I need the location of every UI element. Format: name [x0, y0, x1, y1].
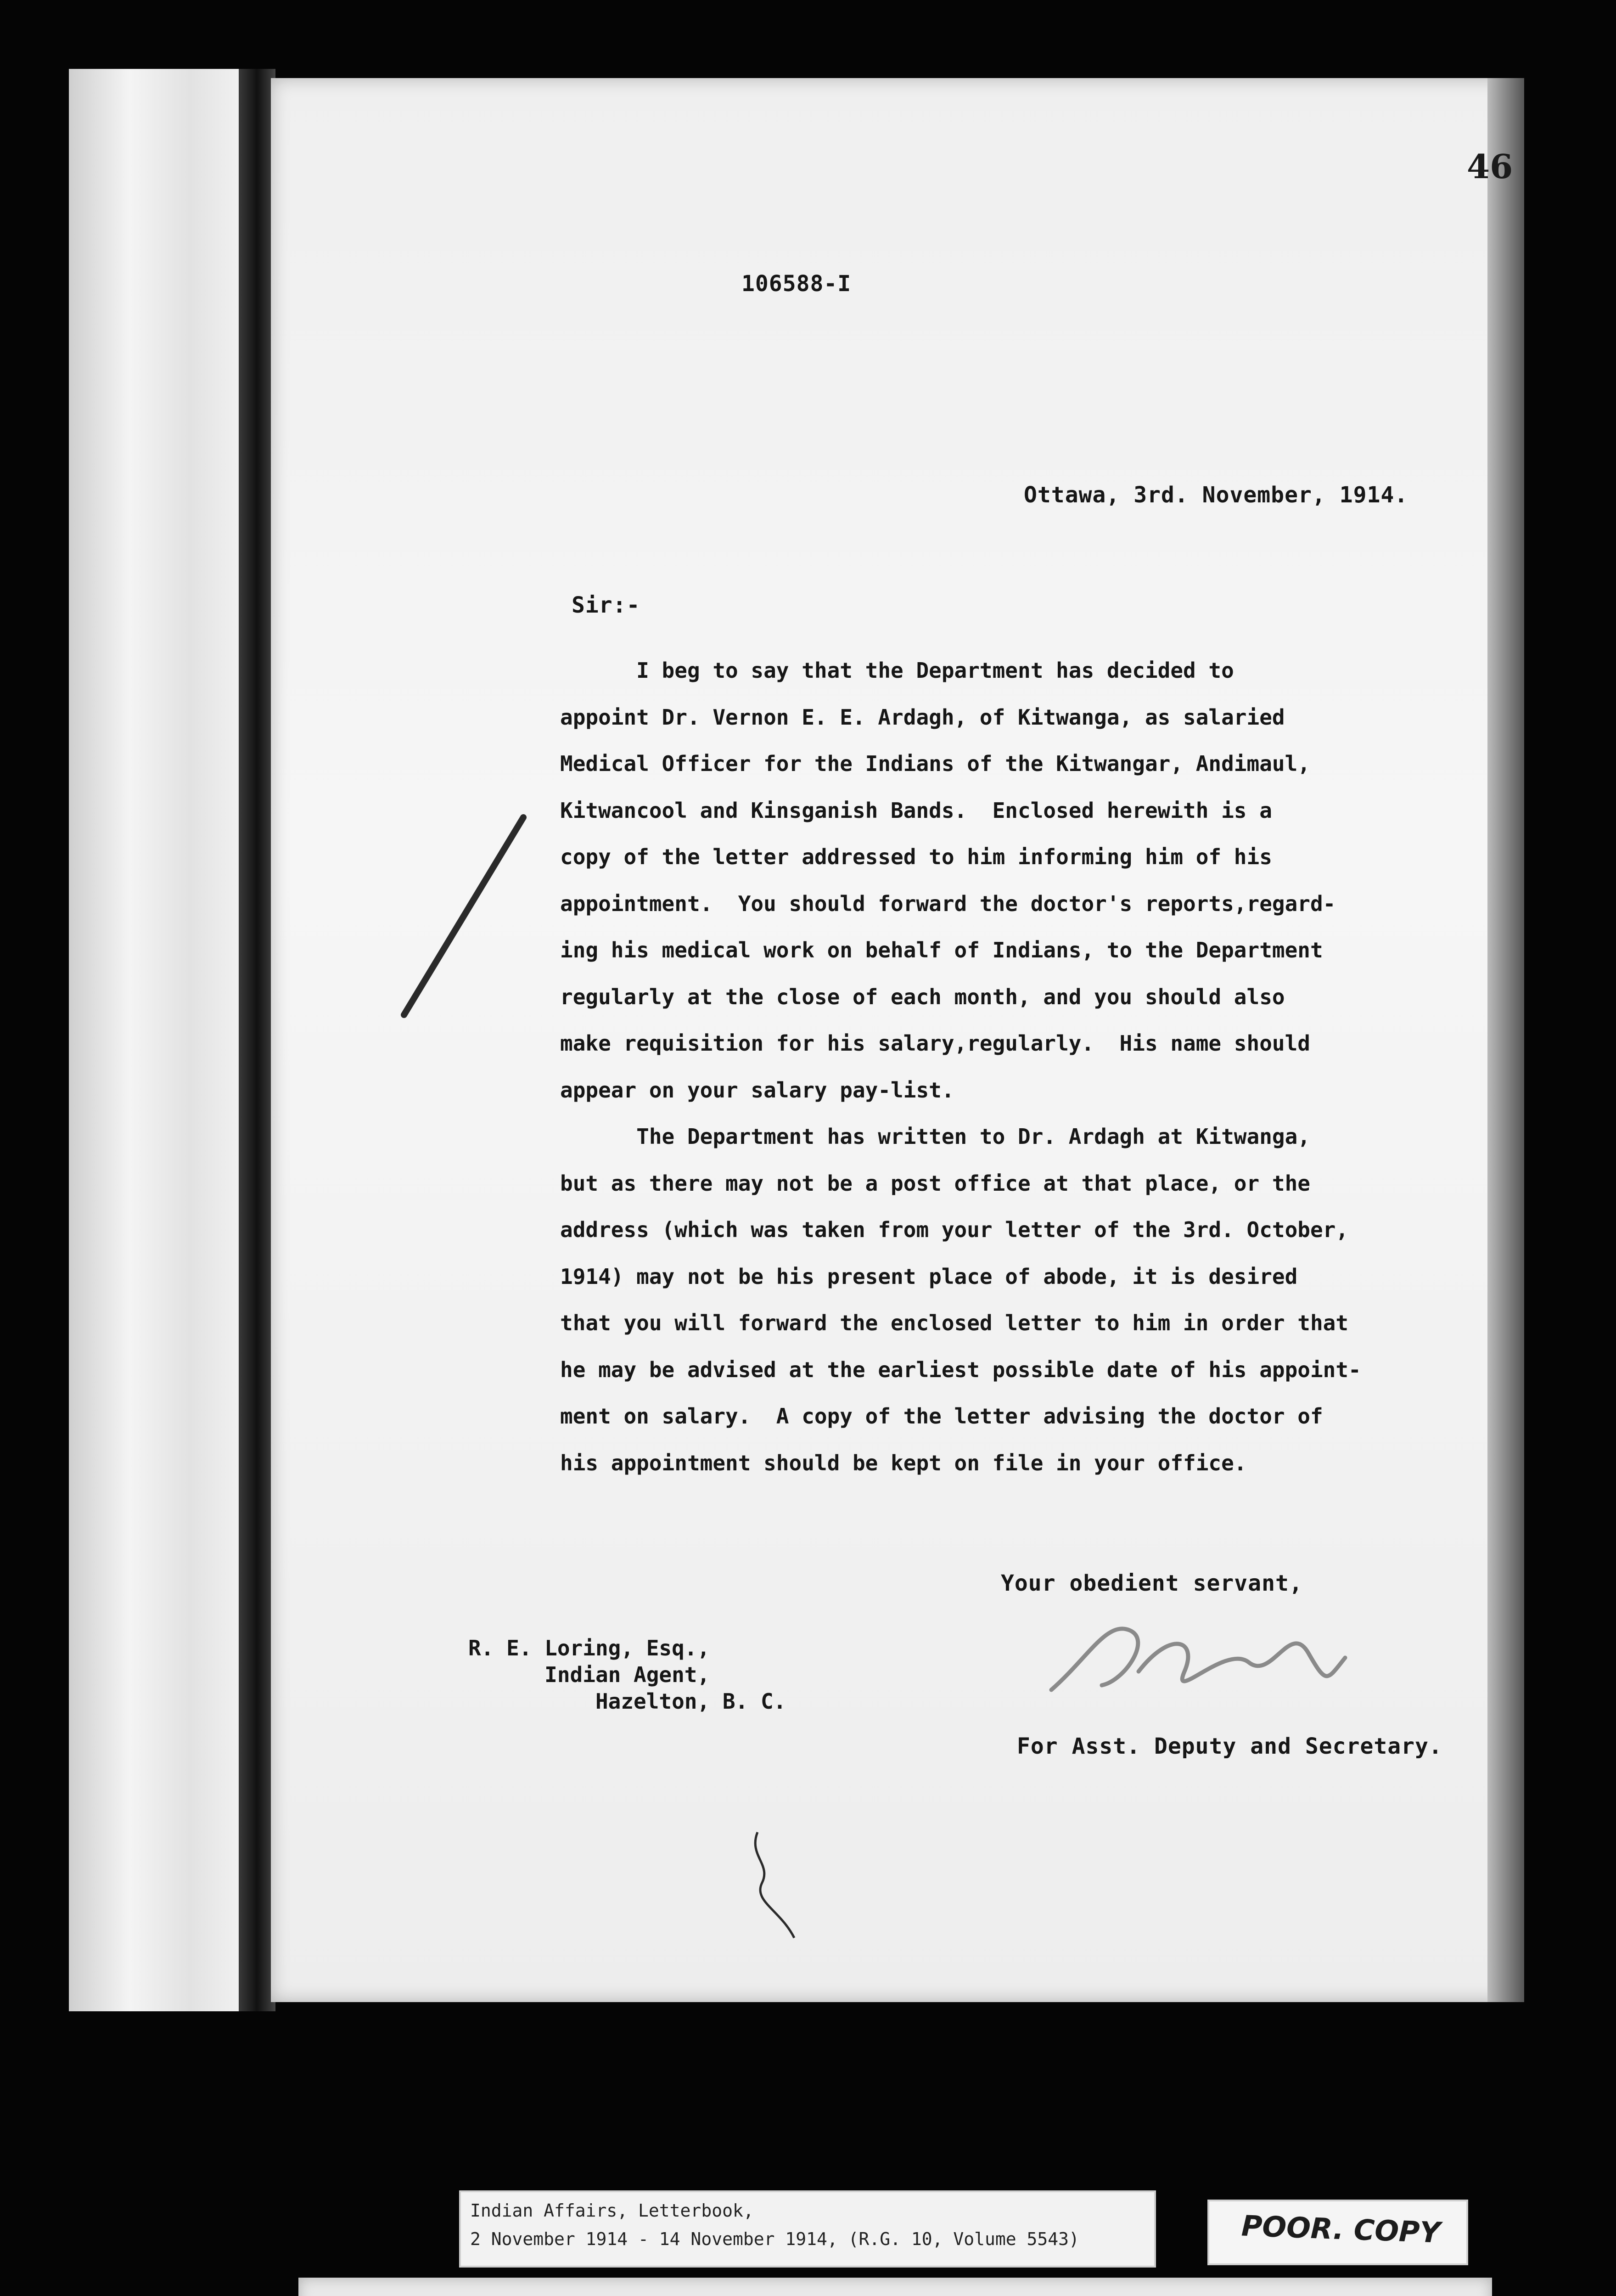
- body-line: that you will forward the enclosed letter to him in order that: [560, 1311, 1349, 1335]
- body-line: make requisition for his salary,regularly. His name should: [560, 1031, 1310, 1056]
- quality-note-label: [1207, 2200, 1468, 2265]
- body-line: he may be advised at the earliest possible date of his appoint-: [560, 1357, 1361, 1382]
- binding-shadow: [239, 69, 275, 2011]
- body-line: I beg to say that the Department has decided to: [560, 658, 1234, 683]
- closing: Your obedient servant,: [1001, 1570, 1303, 1596]
- body-line: but as there may not be a post office at that place, or the: [560, 1171, 1310, 1196]
- body-line: ing his medical work on behalf of Indians, to the Department: [560, 938, 1323, 962]
- file-reference: 106588-I: [741, 271, 852, 297]
- body-line: The Department has written to Dr. Ardagh at Kitwanga,: [560, 1124, 1310, 1149]
- salutation: Sir:-: [572, 592, 640, 618]
- date-line: Ottawa, 3rd. November, 1914.: [1024, 482, 1408, 508]
- body-line: regularly at the close of each month, and you should also: [560, 984, 1285, 1009]
- quality-note: POOR. COPY: [1240, 2209, 1441, 2250]
- collection-line-1: Indian Affairs, Letterbook,: [470, 2200, 754, 2221]
- body-line: appointment. You should forward the doctor's reports,regard-: [560, 891, 1336, 916]
- body-line: Medical Officer for the Indians of the Kitwangar, Andimaul,: [560, 751, 1310, 776]
- collection-label: [459, 2190, 1156, 2268]
- archive-card: [298, 2278, 1492, 2296]
- body-line: Kitwancool and Kinsganish Bands. Enclosed herewith is a: [560, 798, 1272, 823]
- body-line: address (which was taken from your letter of the 3rd. October,: [560, 1217, 1349, 1242]
- letter-body: [560, 647, 1451, 1486]
- page-right-edge: [1487, 78, 1524, 2002]
- body-line: his appointment should be kept on file in your office.: [560, 1450, 1247, 1475]
- addressee-line: Hazelton, B. C.: [468, 1689, 786, 1714]
- addressee-block: [468, 1635, 786, 1715]
- margin-squiggle: [744, 1828, 817, 1947]
- signer-title: For Asst. Deputy and Secretary.: [1017, 1733, 1442, 1759]
- body-line: ment on salary. A copy of the letter advising the doctor of: [560, 1404, 1323, 1429]
- body-line: appoint Dr. Vernon E. E. Ardagh, of Kitwanga, as salaried: [560, 704, 1285, 730]
- body-line: appear on your salary pay-list.: [560, 1077, 954, 1103]
- collection-line-2: 2 November 1914 - 14 November 1914, (R.G. 10, Volume 5543): [470, 2229, 1079, 2249]
- addressee-line: Indian Agent,: [468, 1662, 710, 1687]
- addressee-line: R. E. Loring, Esq.,: [468, 1636, 710, 1660]
- margin-pencil-mark: [390, 808, 537, 1029]
- folio-number: 46: [1467, 147, 1513, 186]
- signature: [1033, 1603, 1354, 1704]
- body-line: 1914) may not be his present place of abode, it is desired: [560, 1264, 1298, 1289]
- body-line: copy of the letter addressed to him informing him of his: [560, 844, 1272, 869]
